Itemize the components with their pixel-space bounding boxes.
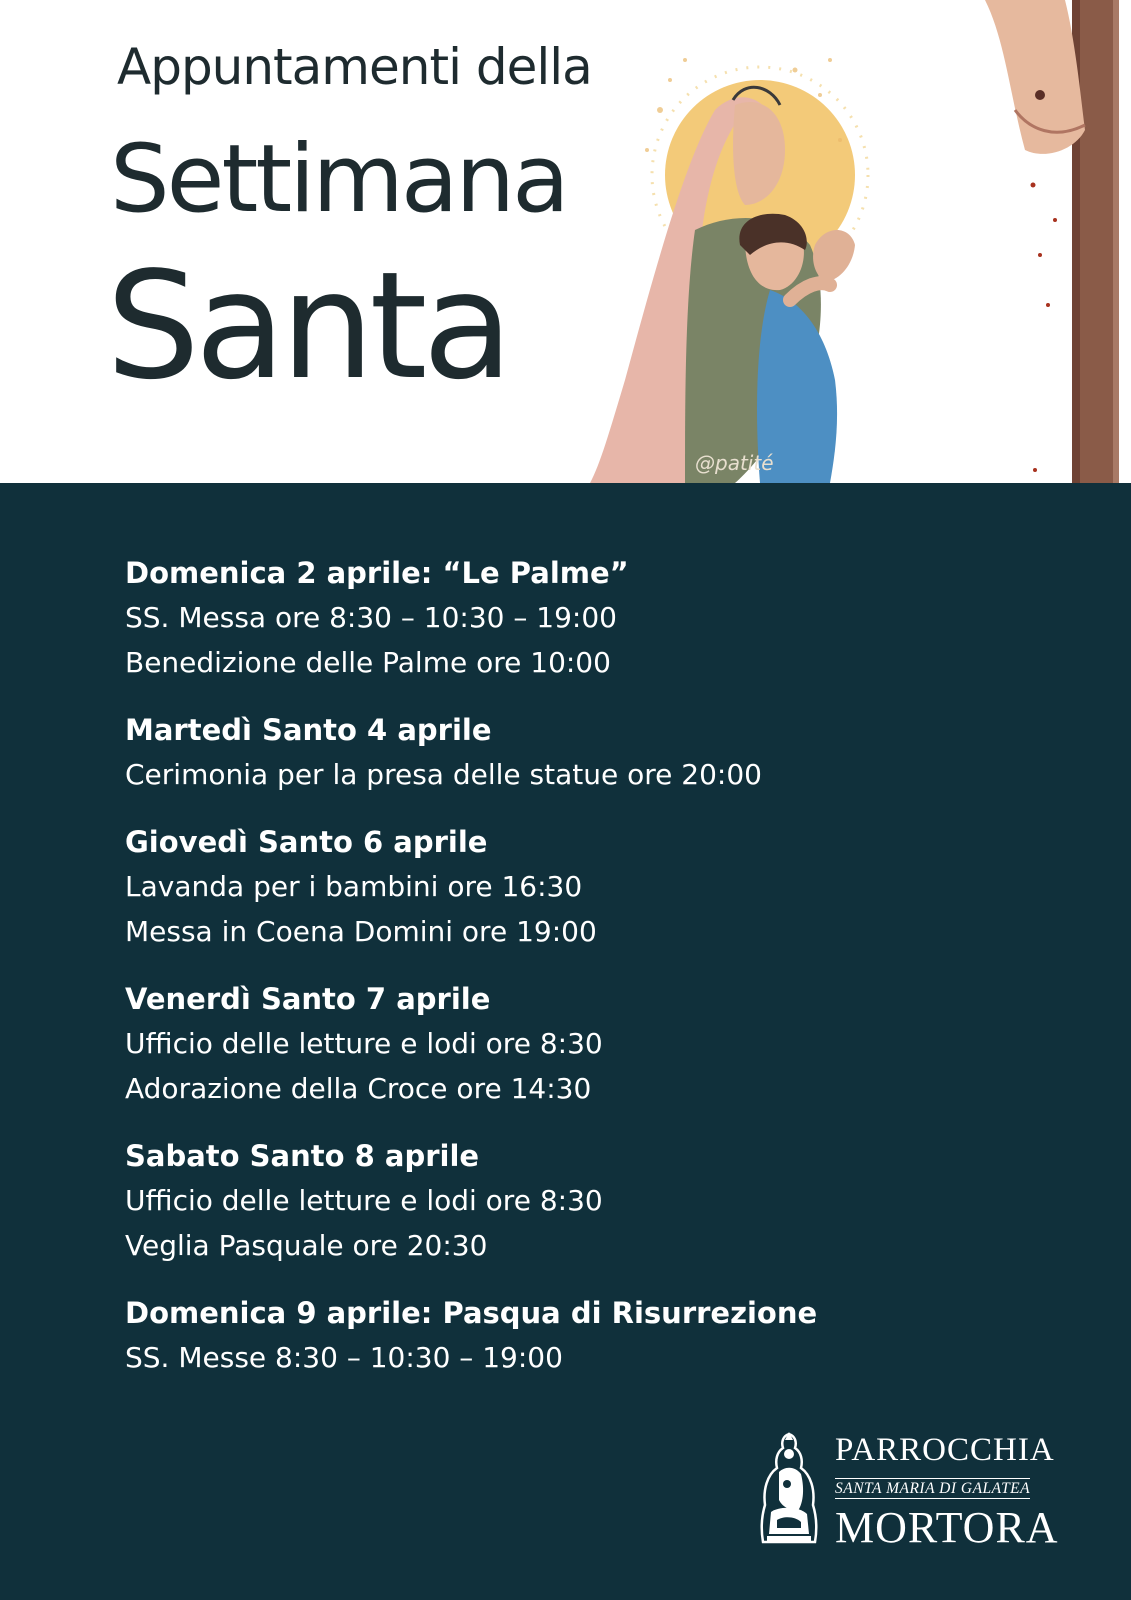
parish-label: PARROCCHIA (835, 1432, 1055, 1468)
parish-logo (757, 1430, 1077, 1575)
schedule-list (125, 551, 1025, 1403)
event-good-friday (125, 977, 1025, 1111)
illustration-mary-and-child (585, 0, 1131, 483)
event-title: Venerdì Santo 7 aprile (125, 982, 491, 1016)
event-line: Ufficio delle letture e lodi ore 8:30 (125, 1027, 603, 1060)
event-line: Adorazione della Croce ore 14:30 (125, 1072, 592, 1105)
event-title: Domenica 2 aprile: “Le Palme” (125, 556, 629, 590)
event-line: Cerimonia per la presa delle statue ore 20:00 (125, 758, 762, 791)
illustration-signature-text: @patité (695, 451, 774, 475)
event-palm-sunday (125, 551, 1025, 685)
event-holy-tuesday (125, 708, 1025, 797)
event-line: SS. Messa ore 8:30 – 10:30 – 19:00 (125, 601, 617, 634)
event-line: Benedizione delle Palme ore 10:00 (125, 646, 611, 679)
madonna-statue-icon (757, 1430, 821, 1545)
title-line-2: Settimana (110, 125, 567, 234)
header (0, 0, 1131, 483)
event-title: Giovedì Santo 6 aprile (125, 825, 488, 859)
event-line: SS. Messe 8:30 – 10:30 – 19:00 (125, 1341, 563, 1374)
event-title: Sabato Santo 8 aprile (125, 1139, 480, 1173)
title-line-1: Appuntamenti della (117, 38, 592, 96)
parish-church-name: SANTA MARIA DI GALATEA (835, 1480, 1031, 1497)
event-line: Lavanda per i bambini ore 16:30 (125, 870, 583, 903)
title-line-3: Santa (106, 240, 509, 412)
event-line: Ufficio delle letture e lodi ore 8:30 (125, 1184, 603, 1217)
event-title: Martedì Santo 4 aprile (125, 713, 492, 747)
parish-town-name: MORTORA (835, 1503, 1059, 1552)
event-holy-saturday (125, 1134, 1025, 1268)
event-easter-sunday (125, 1291, 1025, 1380)
event-title: Domenica 9 aprile: Pasqua di Risurrezione (125, 1296, 818, 1330)
event-line: Messa in Coena Domini ore 19:00 (125, 915, 597, 948)
event-line: Veglia Pasquale ore 20:30 (125, 1229, 488, 1262)
event-holy-thursday (125, 820, 1025, 954)
